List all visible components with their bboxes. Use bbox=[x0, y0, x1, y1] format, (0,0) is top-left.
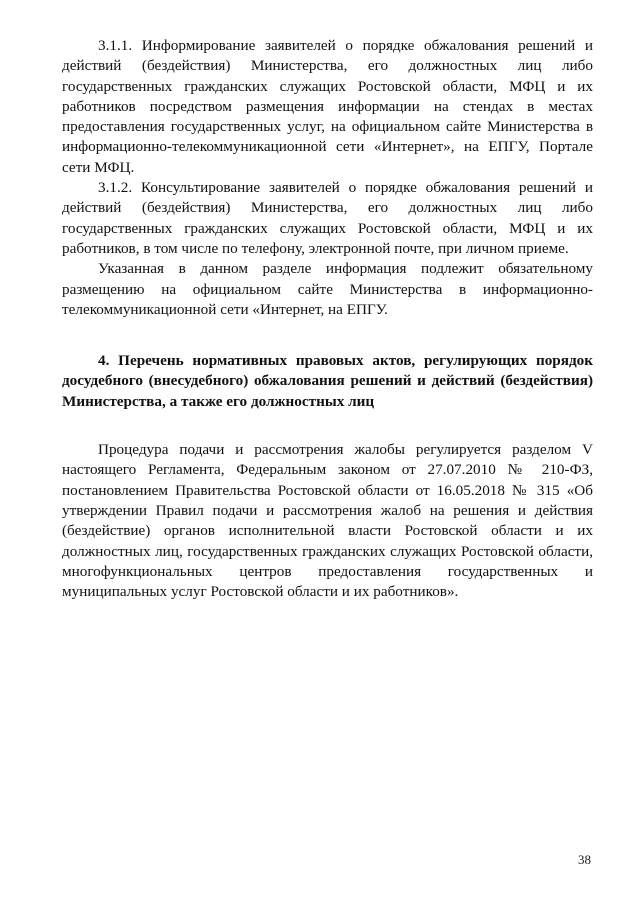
document-page bbox=[62, 36, 593, 602]
page-number: 38 bbox=[578, 852, 591, 867]
section-4-heading: 4. Перечень нормативных правовых актов, регулирующих порядок досудебного (внесудебного) обжалования решений и действий (бездействия) Министерства, а также его должностных лиц bbox=[62, 352, 593, 410]
paragraph-complaint-procedure: Процедура подачи и рассмотрения жалобы регулируется разделом V настоящего Регламента, Федеральным законом от 27.07.2010 № 210-ФЗ, постановлением Правительства Ростовской области от 16.05.2018 № 315 «Об утверждении Правил подачи и рассмотрения жалоб на решения и действия (бездействие) органов исполнительной власти Ростовской области и их должностных лиц, государственных гражданских служащих Ростовской области, многофункциональных центров предоставления государственных и муниципальных услуг Ростовской области и их работников». bbox=[62, 441, 593, 601]
paragraph-3-1-2: 3.1.2. Консультирование заявителей о порядке обжалования решений и действий (бездействия) Министерства, его должностных лиц либо государственных гражданских служащих Ростовской области, МФЦ и их работников, в том числе по телефону, электронной почте, при личном приеме. bbox=[62, 179, 593, 257]
paragraph-3-1-1: 3.1.1. Информирование заявителей о порядке обжалования решений и действий (бездействия) Министерства, его должностных лиц либо государственных гражданских служащих Ростовской области, МФЦ и их работников посредством размещения информации на стендах в местах предоставления государственных услуг, на официальном сайте Министерства в информационно-телекоммуникационной сети «Интернет», на ЕПГУ, Портале сети МФЦ. bbox=[62, 37, 593, 176]
paragraph-publication-note: Указанная в данном разделе информация подлежит обязательному размещению на официальном сайте Министерства в информационно-телекоммуникационной сети «Интернет, на ЕПГУ. bbox=[62, 260, 593, 318]
